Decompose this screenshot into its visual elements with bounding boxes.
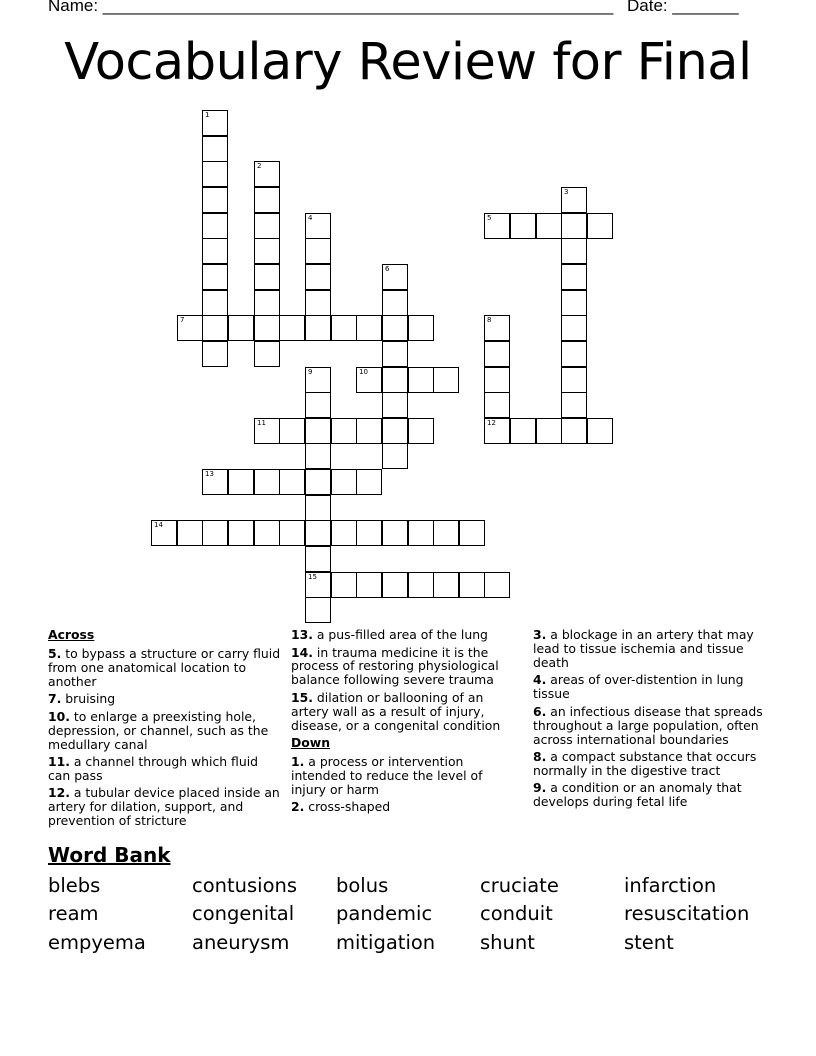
crossword-cell[interactable]: [228, 315, 254, 341]
crossword-cell[interactable]: [484, 367, 510, 393]
crossword-cell[interactable]: [177, 315, 203, 341]
crossword-cell[interactable]: [356, 315, 382, 341]
crossword-cell[interactable]: [484, 392, 510, 418]
across-clue-7: 7. bruising: [48, 691, 116, 707]
crossword-cell[interactable]: [382, 572, 408, 598]
word-bank-word: congenital: [192, 902, 295, 925]
crossword-cell[interactable]: [202, 315, 228, 341]
down-heading: Down: [291, 735, 331, 751]
crossword-cell[interactable]: [228, 469, 254, 495]
crossword-cell[interactable]: [305, 443, 331, 469]
crossword-cell[interactable]: [305, 597, 331, 623]
crossword-cell[interactable]: [305, 418, 331, 444]
crossword-cell[interactable]: [202, 290, 228, 316]
clue-number: 15: [308, 573, 317, 581]
crossword-cell[interactable]: [254, 238, 280, 264]
crossword-cell[interactable]: [305, 495, 331, 521]
crossword-cell[interactable]: [484, 315, 510, 341]
crossword-cell[interactable]: [202, 187, 228, 213]
crossword-cell[interactable]: [305, 572, 331, 598]
crossword-cell[interactable]: [561, 315, 587, 341]
crossword-cell[interactable]: [331, 418, 357, 444]
crossword-cell[interactable]: [382, 520, 408, 546]
crossword-cell[interactable]: [254, 290, 280, 316]
word-bank-word: cruciate: [480, 874, 559, 897]
clues-column-3: [533, 628, 771, 813]
crossword-cell[interactable]: [382, 392, 408, 418]
word-bank-word: shunt: [480, 931, 535, 954]
name-field-label[interactable]: Name: ______________________________________________________: [48, 0, 614, 15]
clue-number: 8: [487, 316, 492, 324]
crossword-cell[interactable]: [536, 213, 562, 239]
clue-number: 3: [564, 188, 569, 196]
crossword-cell[interactable]: [510, 213, 536, 239]
clue-number: 12: [487, 419, 496, 427]
crossword-cell[interactable]: [254, 315, 280, 341]
crossword-cell[interactable]: [561, 392, 587, 418]
crossword-cell[interactable]: [408, 315, 434, 341]
word-bank-word: aneurysm: [192, 931, 290, 954]
crossword-cell[interactable]: [202, 264, 228, 290]
down-clue-6: 6. an infectious disease that spreads throughout a large population, often across international boundaries: [533, 703, 763, 747]
crossword-cell[interactable]: [561, 418, 587, 444]
crossword-cell[interactable]: [279, 418, 305, 444]
crossword-cell[interactable]: [561, 187, 587, 213]
clue-number: 10: [359, 368, 368, 376]
crossword-cell[interactable]: [305, 392, 331, 418]
clues-column-2: [291, 628, 507, 818]
clue-number: 9: [308, 368, 313, 376]
crossword-cell[interactable]: [254, 264, 280, 290]
crossword-cell[interactable]: [561, 367, 587, 393]
across-clue-5: 5. to bypass a structure or carry fluid from one anatomical location to another: [48, 645, 281, 689]
crossword-cell[interactable]: [305, 469, 331, 495]
crossword-cell[interactable]: [254, 469, 280, 495]
crossword-cell[interactable]: [305, 315, 331, 341]
word-bank-word: ream: [48, 902, 99, 925]
crossword-cell[interactable]: [433, 367, 459, 393]
across-clue-12: 12. a tubular device placed inside an artery for dilation, support, and prevention of stricture: [48, 785, 280, 829]
crossword-cell[interactable]: [254, 341, 280, 367]
word-bank-word: empyema: [48, 931, 146, 954]
crossword-cell[interactable]: [202, 136, 228, 162]
crossword-cell[interactable]: [587, 418, 613, 444]
word-bank-word: stent: [624, 931, 674, 954]
crossword-cell[interactable]: [459, 520, 485, 546]
word-bank-word: conduit: [480, 902, 553, 925]
crossword-cell[interactable]: [202, 469, 228, 495]
crossword-cell[interactable]: [382, 315, 408, 341]
clue-number: 4: [308, 214, 313, 222]
crossword-cell[interactable]: [254, 161, 280, 187]
crossword-cell[interactable]: [484, 341, 510, 367]
crossword-cell[interactable]: [305, 264, 331, 290]
crossword-cell[interactable]: [279, 520, 305, 546]
page-title: Vocabulary Review for Final: [64, 33, 752, 92]
crossword-cell[interactable]: [202, 341, 228, 367]
crossword-cell[interactable]: [279, 315, 305, 341]
across-clue-15: 15. dilation or ballooning of an artery wall as a result of injury, disease, or a congenital condition: [291, 689, 501, 733]
crossword-cell[interactable]: [382, 341, 408, 367]
crossword-cell[interactable]: [510, 418, 536, 444]
word-bank-word: contusions: [192, 874, 298, 897]
crossword-cell[interactable]: [408, 367, 434, 393]
crossword-cell[interactable]: [382, 290, 408, 316]
clue-number: 5: [487, 214, 492, 222]
crossword-cell[interactable]: [331, 572, 357, 598]
crossword-cell[interactable]: [202, 520, 228, 546]
across-clue-11: 11. a channel through which fluid can pass: [48, 754, 259, 783]
word-bank-word: resuscitation: [624, 902, 750, 925]
crossword-cell[interactable]: [408, 520, 434, 546]
down-clue-1: 1. a process or intervention intended to reduce the level of injury or harm: [291, 754, 483, 797]
word-bank-title: Word Bank: [48, 843, 171, 867]
crossword-cell[interactable]: [202, 238, 228, 264]
crossword-cell[interactable]: [202, 213, 228, 239]
crossword-cell[interactable]: [254, 418, 280, 444]
crossword-cell[interactable]: [305, 520, 331, 546]
across-heading: Across: [48, 627, 95, 642]
word-bank-word: blebs: [48, 874, 101, 897]
crossword-cell[interactable]: [151, 520, 177, 546]
clue-number: 11: [257, 419, 266, 427]
crossword-cell[interactable]: [561, 238, 587, 264]
crossword-cell[interactable]: [382, 264, 408, 290]
word-bank-word: pandemic: [336, 902, 433, 925]
crossword-cell[interactable]: [561, 290, 587, 316]
clue-number: 13: [205, 470, 214, 478]
crossword-cell[interactable]: [587, 213, 613, 239]
crossword-cell[interactable]: [382, 443, 408, 469]
down-clue-9: 9. a condition or an anomaly that develops during fetal life: [533, 780, 742, 810]
across-clue-13: 13. a pus-filled area of the lung: [291, 627, 488, 642]
clue-number: 2: [257, 162, 262, 170]
crossword-cell[interactable]: [356, 367, 382, 393]
crossword-cell[interactable]: [382, 418, 408, 444]
clue-number: 7: [180, 316, 185, 324]
clue-number: 14: [154, 521, 163, 529]
crossword-cell[interactable]: [356, 572, 382, 598]
clue-number: 6: [385, 265, 390, 273]
crossword-cell[interactable]: [202, 110, 228, 136]
crossword-cell[interactable]: [433, 520, 459, 546]
crossword-cell[interactable]: [561, 213, 587, 239]
down-clue-8: 8. a compact substance that occurs normally in the digestive tract: [533, 749, 757, 778]
down-clue-4: 4. areas of over-distention in lung tissue: [533, 672, 744, 702]
crossword-cell[interactable]: [356, 520, 382, 546]
crossword-cell[interactable]: [356, 469, 382, 495]
crossword-cell[interactable]: [228, 520, 254, 546]
across-clue-14: 14. in trauma medicine it is the process of restoring physiological balance following severe trauma: [291, 644, 499, 688]
crossword-cell[interactable]: [459, 572, 485, 598]
crossword-cell[interactable]: [331, 520, 357, 546]
crossword-cell[interactable]: [484, 213, 510, 239]
clues-column-1: [48, 628, 284, 832]
crossword-cell[interactable]: [254, 520, 280, 546]
crossword-cell[interactable]: [408, 418, 434, 444]
clue-number: 1: [205, 111, 210, 119]
down-clue-2: 2. cross-shaped: [291, 799, 391, 815]
crossword-cell[interactable]: [254, 213, 280, 239]
date-field-label[interactable]: Date: _______: [627, 0, 739, 15]
crossword-cell[interactable]: [382, 367, 408, 393]
crossword-cell[interactable]: [331, 469, 357, 495]
crossword-cell[interactable]: [484, 418, 510, 444]
crossword-cell[interactable]: [202, 161, 228, 187]
crossword-cell[interactable]: [305, 238, 331, 264]
crossword-cell[interactable]: [356, 418, 382, 444]
word-bank-word: bolus: [336, 874, 389, 897]
word-bank-word: mitigation: [336, 931, 436, 954]
crossword-cell[interactable]: [408, 572, 434, 598]
crossword-cell[interactable]: [331, 315, 357, 341]
crossword-cell[interactable]: [484, 572, 510, 598]
crossword-cell[interactable]: [177, 520, 203, 546]
header: [0, 0, 816, 18]
across-clue-10: 10. to enlarge a preexisting hole, depression, or channel, such as the medullary canal: [48, 708, 269, 752]
crossword-cell[interactable]: [561, 264, 587, 290]
crossword-cell[interactable]: [433, 572, 459, 598]
crossword-cell[interactable]: [305, 546, 331, 572]
crossword-cell[interactable]: [561, 341, 587, 367]
crossword-cell[interactable]: [254, 187, 280, 213]
crossword-cell[interactable]: [305, 290, 331, 316]
crossword-cell[interactable]: [279, 469, 305, 495]
word-bank-word: infarction: [624, 874, 717, 897]
down-clue-3: 3. a blockage in an artery that may lead to tissue ischemia and tissue death: [533, 627, 754, 670]
crossword-cell[interactable]: [305, 367, 331, 393]
crossword-cell[interactable]: [536, 418, 562, 444]
crossword-cell[interactable]: [305, 213, 331, 239]
